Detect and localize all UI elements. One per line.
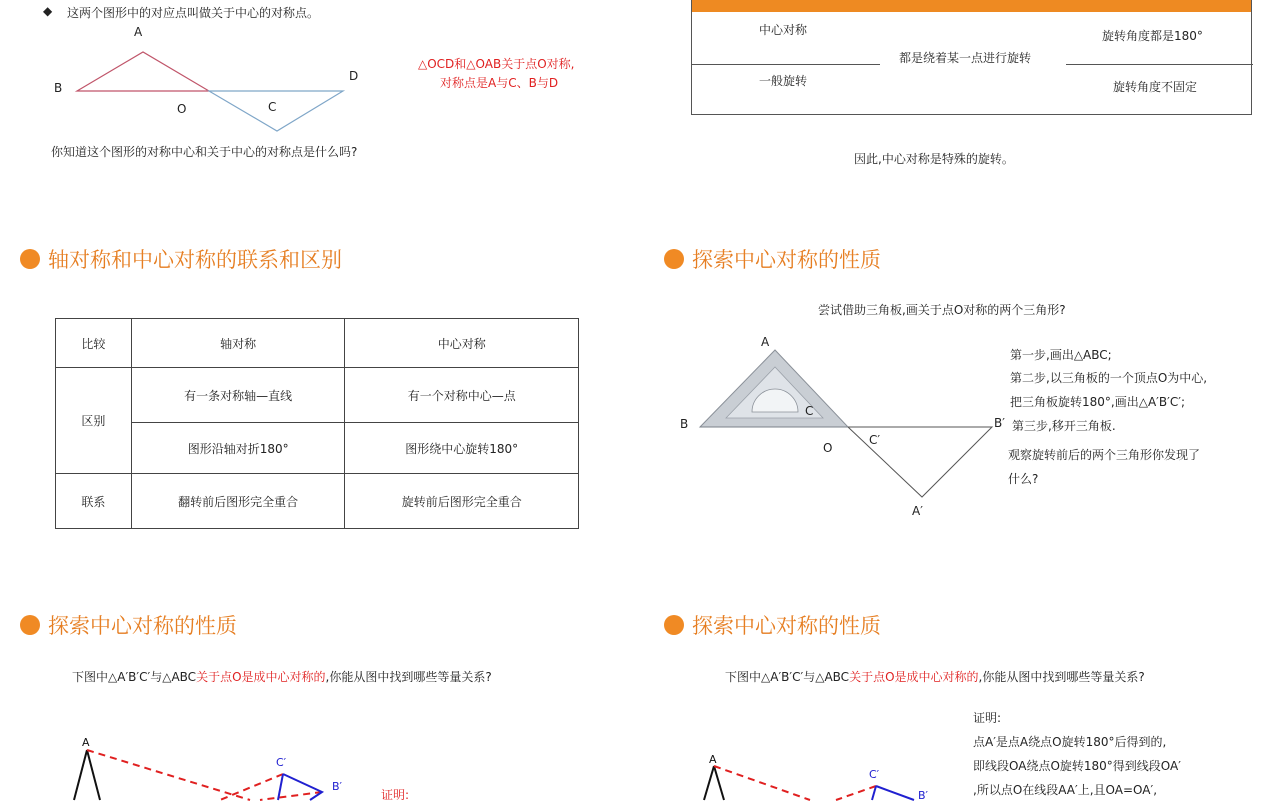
relation-label-cell: 联系 xyxy=(56,474,132,529)
step-line: 第一步,画出△ABC; xyxy=(1010,348,1112,362)
label-c-prime: C′ xyxy=(869,433,881,447)
prompt-pre: 下图中△A′B′C′与△ABC xyxy=(72,670,197,684)
proof-label: 证明: xyxy=(381,788,410,802)
label-c: C xyxy=(268,100,277,114)
table-cell: 图形沿轴对折180° xyxy=(131,423,345,474)
general-rot-label: 一般旋转 xyxy=(759,74,808,88)
label-a: A xyxy=(82,736,90,749)
label-b: B xyxy=(54,81,63,95)
table-cell: 有一个对称中心—点 xyxy=(345,368,579,423)
label-o: O xyxy=(177,102,187,116)
label-b: B xyxy=(680,417,689,431)
step-line: 第三步,移开三角板. xyxy=(1012,419,1116,433)
observe-line: 什么? xyxy=(1008,472,1039,486)
common-label: 都是绕着某一点进行旋转 xyxy=(899,51,1032,65)
explore1-prompt: 尝试借助三角板,画关于点O对称的两个三角形? xyxy=(818,303,1066,317)
prompt-pre: 下图中△A′B′C′与△ABC xyxy=(725,670,850,684)
section-title-text: 轴对称和中心对称的联系和区别 xyxy=(48,248,342,272)
table-header-cell: 比较 xyxy=(56,319,132,368)
conclusion-text: 因此,中心对称是特殊的旋转。 xyxy=(854,152,1014,166)
table-header-cell: 轴对称 xyxy=(131,319,345,368)
label-c: C xyxy=(805,404,814,418)
label-d: D xyxy=(349,69,359,83)
question-text: 你知道这个图形的对称中心和关于中心的对称点是什么吗? xyxy=(51,145,358,159)
proof-line: 证明: xyxy=(973,711,1002,725)
label-a-prime: A′ xyxy=(912,504,923,518)
section-title-text: 探索中心对称的性质 xyxy=(692,614,881,638)
table-cell: 翻转前后图形完全重合 xyxy=(131,474,345,529)
prompt-red: 关于点O是成中心对称的 xyxy=(849,670,979,684)
note-line-1: △OCD和△OAB关于点O对称, xyxy=(418,57,575,71)
label-a: A xyxy=(761,335,770,349)
prompt-post: ,你能从图中找到哪些等量关系? xyxy=(978,670,1145,684)
table-cell: 图形绕中心旋转180° xyxy=(345,423,579,474)
proof-line: ,所以点O在线段AA′上,且OA=OA′, xyxy=(973,783,1158,797)
label-b-prime: B′ xyxy=(918,789,929,802)
table-header-cell: 中心对称 xyxy=(345,319,579,368)
label-o: O xyxy=(823,441,833,455)
section-title-text: 探索中心对称的性质 xyxy=(48,614,237,638)
table-cell: 有一条对称轴—直线 xyxy=(131,368,345,423)
label-a: A xyxy=(709,753,717,766)
section-title-text: 探索中心对称的性质 xyxy=(692,248,881,272)
statement-text: 这两个图形中的对应点叫做关于中心的对称点。 xyxy=(67,6,320,20)
label-c-prime: C′ xyxy=(869,768,880,781)
note-line-2: 对称点是A与C、B与D xyxy=(440,76,559,90)
diff-label-cell: 区别 xyxy=(56,368,132,474)
general-angle-label: 旋转角度不固定 xyxy=(1113,80,1198,94)
observe-line: 观察旋转前后的两个三角形你发现了 xyxy=(1008,448,1201,462)
label-a: A xyxy=(134,25,143,39)
proof-line: 即线段OA绕点O旋转180°得到线段OA′ xyxy=(973,759,1181,773)
center-angle-label: 旋转角度都是180° xyxy=(1102,29,1203,43)
prompt-red: 关于点O是成中心对称的 xyxy=(196,670,326,684)
table-cell: 旋转前后图形完全重合 xyxy=(345,474,579,529)
proof-line: 点A′是点A绕点O旋转180°后得到的, xyxy=(973,735,1167,749)
step-line: 第二步,以三角板的一个顶点O为中心, xyxy=(1010,371,1208,385)
bullet-icon: ◆ xyxy=(43,4,53,18)
step-line: 把三角板旋转180°,画出△A′B′C′; xyxy=(1010,395,1185,409)
label-b-prime: B′ xyxy=(994,416,1005,430)
label-b-prime: B′ xyxy=(332,780,343,793)
prompt-post: ,你能从图中找到哪些等量关系? xyxy=(325,670,492,684)
label-c-prime: C′ xyxy=(276,756,287,769)
center-sym-label: 中心对称 xyxy=(759,23,808,37)
